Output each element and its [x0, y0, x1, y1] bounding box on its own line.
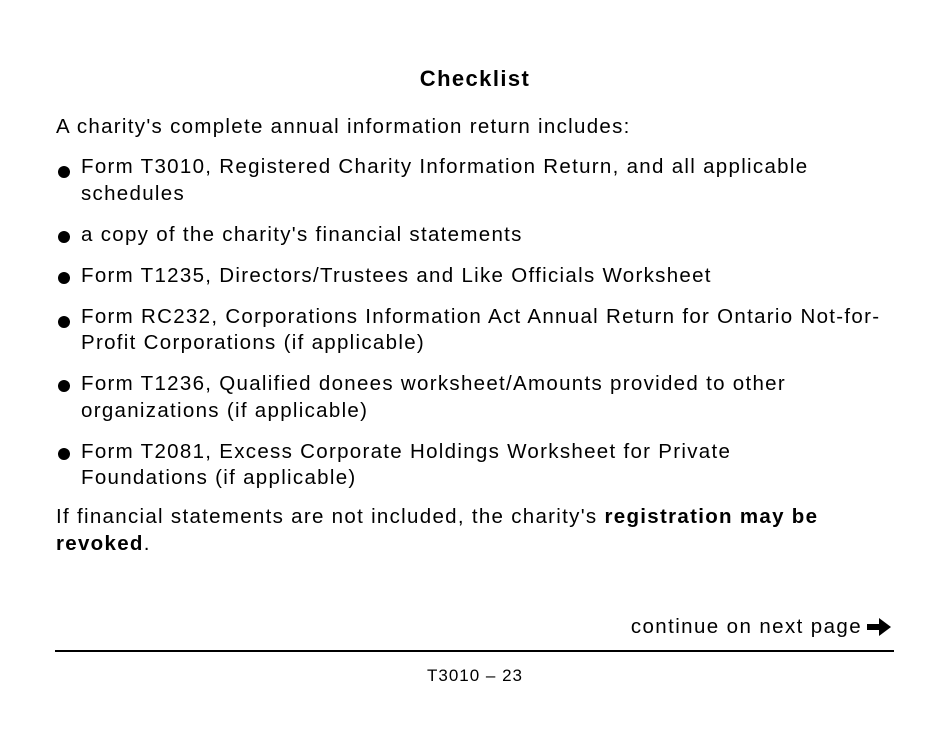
intro-text: A charity's complete annual information return includes: — [56, 115, 631, 138]
list-item — [56, 304, 907, 357]
list-item-text: Form T1235, Directors/Trustees and Like Officials Worksheet — [81, 263, 712, 287]
closing-suffix: . — [143, 531, 151, 555]
list-item-text: Form T2081, Excess Corporate Holdings Worksheet for Private Foundations (if applicable) — [81, 439, 732, 489]
closing-text: If financial statements are not included, the charity's — [56, 505, 605, 528]
list-item-text: Form RC232, Corporations Information Act Annual Return for Ontario Not-for-Profit Corporations (if applicable) — [81, 304, 881, 354]
bullet-icon — [58, 316, 70, 328]
list-item — [56, 263, 906, 290]
page-title: Checklist — [419, 66, 531, 91]
bullet-icon — [58, 166, 70, 178]
list-item — [56, 222, 906, 249]
closing-emphasis: registration may be revoked — [56, 505, 819, 555]
bullet-icon — [58, 272, 70, 284]
list-item-text: a copy of the charity's financial statements — [81, 222, 523, 246]
list-item-text: Form T3010, Registered Charity Information Return, and all applicable schedules — [81, 155, 809, 205]
continue-link[interactable] — [631, 614, 892, 640]
list-item-text: Form T1236, Qualified donees worksheet/Amounts provided to other organizations (if applicable) — [81, 372, 786, 422]
page-number: T3010 – 23 — [426, 666, 523, 685]
bullet-icon — [58, 380, 70, 392]
closing-note — [56, 504, 871, 557]
checklist — [56, 154, 906, 506]
list-item — [56, 154, 909, 207]
footer-divider — [55, 650, 894, 652]
continue-label: continue on next page — [630, 615, 862, 638]
list-item — [56, 371, 901, 424]
list-item — [56, 439, 841, 492]
bullet-icon — [58, 231, 70, 243]
arrow-right-icon — [866, 616, 892, 638]
bullet-icon — [58, 448, 70, 460]
